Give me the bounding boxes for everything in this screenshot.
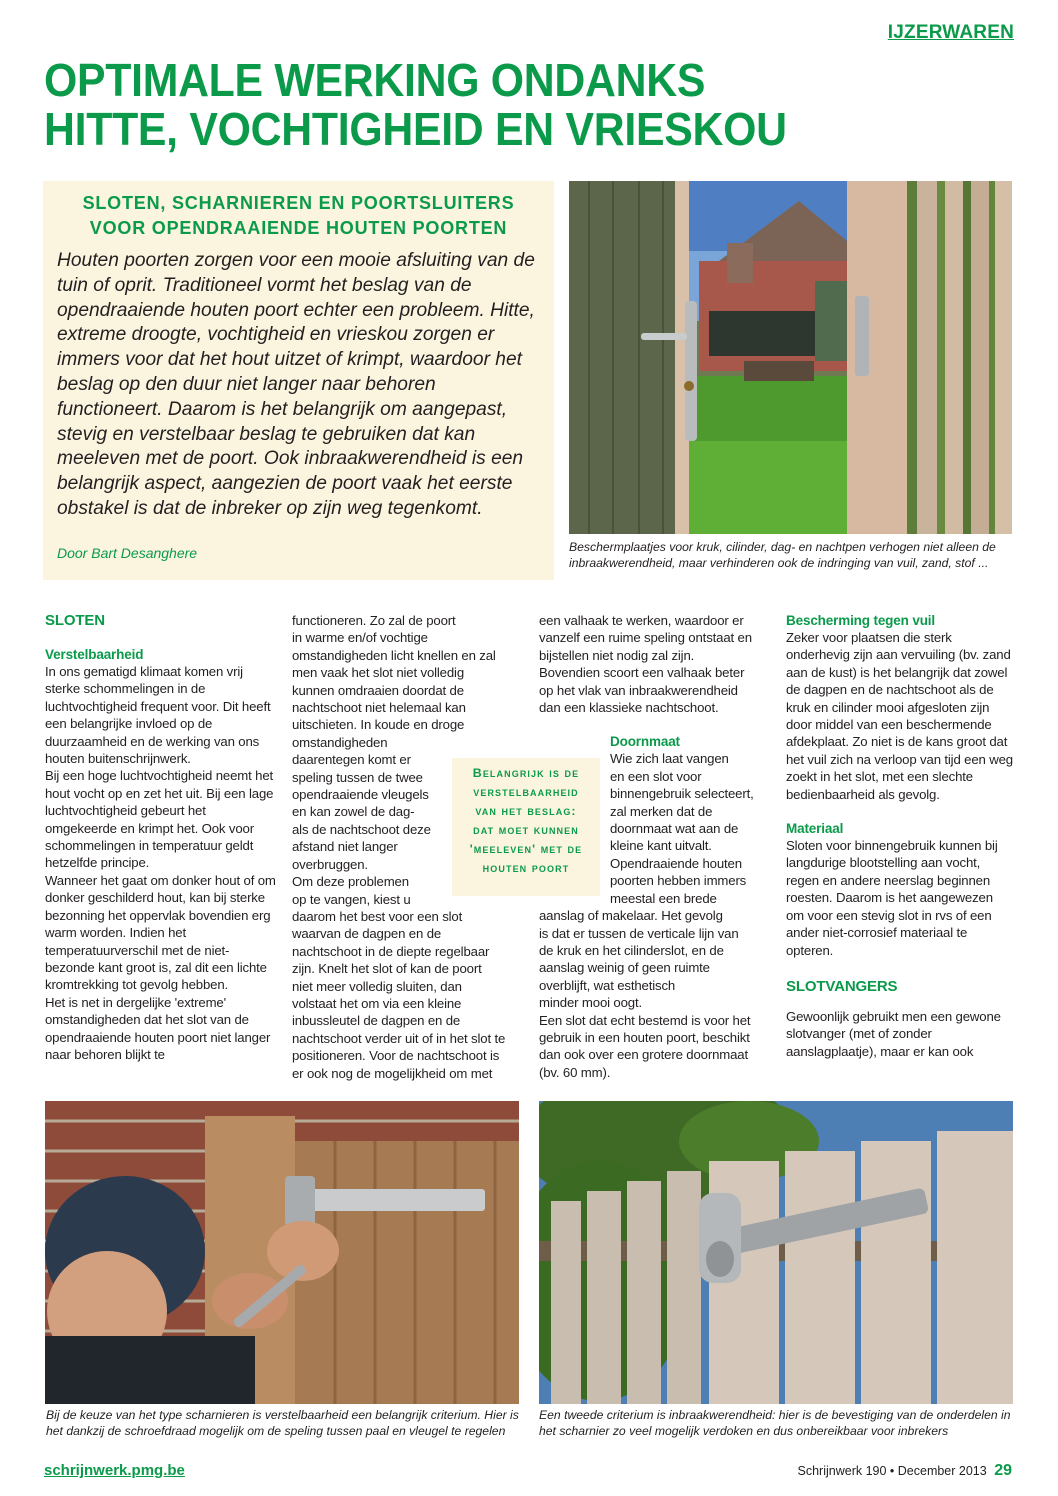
col3-line: minder mooi oogt. xyxy=(539,995,643,1011)
col2-line: als de nachtschoot deze xyxy=(292,821,431,837)
column-4 xyxy=(786,612,1014,1060)
col2-line: niet meer volledig sluiten, dan xyxy=(292,978,462,994)
byline: Door Bart Desanghere xyxy=(57,545,198,561)
col3-narrow-block xyxy=(539,733,771,907)
col2-line: uitschieten. In koude en droge xyxy=(292,717,465,733)
col3-line: doornmaat wat aan de xyxy=(610,821,739,837)
col3-line: meestal een brede xyxy=(610,890,717,906)
footer-issue-info xyxy=(798,1462,1012,1480)
col4-paragraph-2: Sloten voor binnengebruik kunnen bij langdurige blootstelling aan vocht, regen en andere neerslag beginnen roesten. Daarom is het aangewezen om voor een stevig slot in rvs of een ander niet-corrosief materiaal te opteren. xyxy=(786,838,998,958)
col2-line: inbussleutel de dagpen en de xyxy=(292,1013,461,1029)
col2-line: speling tussen de twee xyxy=(292,769,423,785)
caption-bottom-right: Een tweede criterium is inbraakwerendheid: hier is de bevestiging van de onderdelen in het scharnier zo veel mogelijk verdoken en dus onbereikbaar voor inbrekers xyxy=(539,1408,1011,1438)
col2-line: nachtschoot niet helemaal kan xyxy=(292,700,466,716)
footer-website-link[interactable]: schrijnwerk.pmg.be xyxy=(44,1462,185,1479)
col3-line: Een slot dat echt bestemd is voor het xyxy=(539,1012,751,1028)
col3-line: Opendraaiende houten xyxy=(610,855,742,871)
col2-line: functioneren. Zo zal de poort xyxy=(292,613,456,628)
heading-slotvangers: SLOTVANGERS xyxy=(786,977,898,995)
photo-hidden-hinge xyxy=(539,1101,1013,1404)
column-1 xyxy=(45,612,277,1063)
col2-line: opendraaiende vleugels xyxy=(292,787,429,803)
col3-line: vanzelf een ruime speling ontstaat en xyxy=(539,630,752,646)
col2-line: men vaak het slot niet volledig xyxy=(292,665,465,681)
title-line-2: HITTE, VOCHTIGHEID EN VRIESKOU xyxy=(44,103,787,155)
pull-quote-line: verstelbaarheid xyxy=(473,785,579,799)
subheading-doornmaat: Doornmaat xyxy=(610,734,680,750)
col2-line: afstand niet langer xyxy=(292,839,398,855)
col4-paragraph-1: Zeker voor plaatsen die sterk onderhevig zijn aan vervuiling (bv. zand aan de kust) is het belangrijk dat zowel de dagpen en de nachtschoot als de kruk en cilinder mooi afgesloten zijn door middel van een beschermende afdekplaat. Zo niet is de kans groot dat het vuil zich na verloop van tijd een weg zoekt in het slot, met een slechte bedienbaarheid als gevolg. xyxy=(786,630,1013,802)
caption-top: Beschermplaatjes voor kruk, cilinder, dag- en nachtpen verhogen niet alleen de inbraakwerendheid, maar verhinderen ook de indringing van vuil, zand, stof ... xyxy=(569,540,996,570)
col2-line: Om deze problemen xyxy=(292,874,409,890)
col2-line: zijn. Knelt het slot of kan de poort xyxy=(292,961,482,977)
title-line-1: OPTIMALE WERKING ONDANKS xyxy=(44,54,706,106)
pull-quote-line: Belangrijk is de xyxy=(472,766,580,780)
col1-paragraph-2: Bij een hoge luchtvochtigheid neemt het hout vocht op en zet het uit. Bij een lage luchtvochtigheid gebeurt het omgekeerde en krimpt het. Ook voor schommelingen in temperatuur geldt hetzelfde principe. xyxy=(45,768,274,871)
intro-subtitle xyxy=(57,191,540,241)
page-number: 29 xyxy=(994,1462,1012,1479)
col3-line: zal merken dat de xyxy=(610,803,713,819)
col2-line: daarom het best voor een slot xyxy=(292,908,463,924)
col3-line: op het vlak van inbraakwerendheid xyxy=(539,682,738,698)
col2-line: op te vangen, kiest u xyxy=(292,891,411,907)
intro-text: Houten poorten zorgen voor een mooie afsluiting van de tuin of oprit. Traditioneel vormt het beslag van de opendraaiende houten poort echter een probleem. Hitte, extreme droogte, vochtigheid en vrieskou zorgen er immers voor dat het hout uitzet of krimpt, waardoor het beslag op den duur niet langer naar behoren functioneert. Daarom is het belangrijk om aangepast, stevig en verstelbaar beslag te gebruiken dat kan meeleven met de poort. Ook inbraakwerendheid is een belangrijk aspect, aangezien de poort vaak het eerste obstakel is dat de inbreker op zijn weg tegenkomt. xyxy=(57,250,535,519)
col2-line: en kan zowel de dag- xyxy=(292,804,415,820)
col3-line: binnengebruik selecteert, xyxy=(610,786,754,802)
col3-line: is dat er tussen de verticale lijn van xyxy=(539,925,739,941)
pull-quote-line: 'meeleven' met de xyxy=(469,842,583,856)
section-tag: IJZERWAREN xyxy=(887,22,1014,43)
col3-line: aanslag of makelaar. Het gevolg xyxy=(539,908,723,924)
col2-line: overbruggen. xyxy=(292,856,368,872)
col3-line: overblijft, wat esthetisch xyxy=(539,977,676,993)
col3-line: de kruk en het cilinderslot, en de xyxy=(539,942,724,958)
col2-lines-top xyxy=(292,612,524,751)
col2-line: omstandigheden licht knellen en zal xyxy=(292,647,496,663)
col3-line: dan ook over een grotere doornmaat xyxy=(539,1047,748,1063)
caption-bottom-left: Bij de keuze van het type scharnieren is verstelbaarheid een belangrijk criterium. Hier is het dankzij de schroefdraad mogelijk om de speling tussen paal en vleugel te regelen xyxy=(46,1408,519,1438)
col2-line: nachtschoot verder uit of in het slot te xyxy=(292,1030,506,1046)
col2-line: positioneren. Voor de nachtschoot is xyxy=(292,1048,500,1064)
subheading-bescherming: Bescherming tegen vuil xyxy=(786,613,935,628)
photo-adjusting-hinge xyxy=(45,1101,519,1404)
col2-line: er ook nog de mogelijkheid om met xyxy=(292,1065,493,1081)
col2-line: kunnen omdraaien doordat de xyxy=(292,682,464,698)
col3-line: dan een klassieke nachtschoot. xyxy=(539,700,719,716)
col3-line: een valhaak te werken, waardoor er xyxy=(539,613,744,628)
intro-subtitle-line-2: VOOR OPENDRAAIENDE HOUTEN POORTEN xyxy=(89,218,508,238)
col2-lines-bottom xyxy=(292,908,524,1082)
col3-line: kleine kant uitvalt. xyxy=(610,838,712,854)
col3-line: en een slot voor xyxy=(610,768,702,784)
col1-paragraph-3: Wanneer het gaat om donker hout of om donker geschilderd hout, kan bij sterke bezonning het oppervlak bovendien erg warm worden. Indien het temperatuurverschil met de niet-bezonde kant groot is, zal dit een lichte kromtrekking tot gevolg hebben. xyxy=(45,872,276,993)
heading-sloten: SLOTEN xyxy=(45,612,105,629)
col2-line: volstaat het om via een kleine xyxy=(292,995,462,1011)
col3-line: Bovendien scoort een valhaak beter xyxy=(539,665,745,681)
col2-line: daarentegen komt er xyxy=(292,752,411,768)
photo-gate-lock xyxy=(569,181,1012,534)
col1-paragraph-4: Het is net in dergelijke 'extreme' omstandigheden dat het slot van de opendraaiende houten poort niet langer naar behoren blijkt te xyxy=(45,994,271,1062)
col3-line: aanslag weinig of geen ruimte xyxy=(539,960,710,976)
col2-line: in warme en/of vochtige xyxy=(292,630,428,646)
intro-subtitle-line-1: SLOTEN, SCHARNIEREN EN POORTSLUITERS xyxy=(82,193,515,213)
col4-paragraph-3: Gewoonlijk gebruikt men een gewone slotvanger (met of zonder aanslagplaatje), maar er kan ook xyxy=(786,1008,1001,1059)
pull-quote-line: van het beslag: xyxy=(475,804,577,818)
footer-issue: Schrijnwerk 190 • December 2013 xyxy=(797,1464,987,1478)
pull-quote-line: dat moet kunnen xyxy=(473,823,579,837)
col3-line: Wie zich laat vangen xyxy=(610,751,729,767)
col1-paragraph-1: In ons gematigd klimaat komen vrij sterke schommelingen in de luchtvochtigheid frequent voor. Dit heeft een belangrijke invloed op de duurzaamheid en de werking van ons houten buitenschrijnwerk. xyxy=(45,664,271,767)
col2-line: waarvan de dagpen en de xyxy=(292,926,442,942)
col3-line: poorten hebben immers xyxy=(610,873,747,889)
col2-line: omstandigheden xyxy=(292,734,388,750)
col3-line: bijstellen niet nodig zal zijn. xyxy=(539,647,695,663)
pull-quote-line: houten poort xyxy=(482,861,570,875)
page-title xyxy=(44,56,955,154)
subheading-verstelbaarheid: Verstelbaarheid xyxy=(45,647,144,662)
subheading-materiaal: Materiaal xyxy=(786,821,844,837)
intro-box xyxy=(43,181,554,580)
col2-line: nachtschoot in de diepte regelbaar xyxy=(292,943,490,959)
col3-line: gebruik in een houten poort, beschikt xyxy=(539,1029,750,1045)
column-3 xyxy=(539,612,771,1081)
col3-line: (bv. 60 mm). xyxy=(539,1064,611,1080)
